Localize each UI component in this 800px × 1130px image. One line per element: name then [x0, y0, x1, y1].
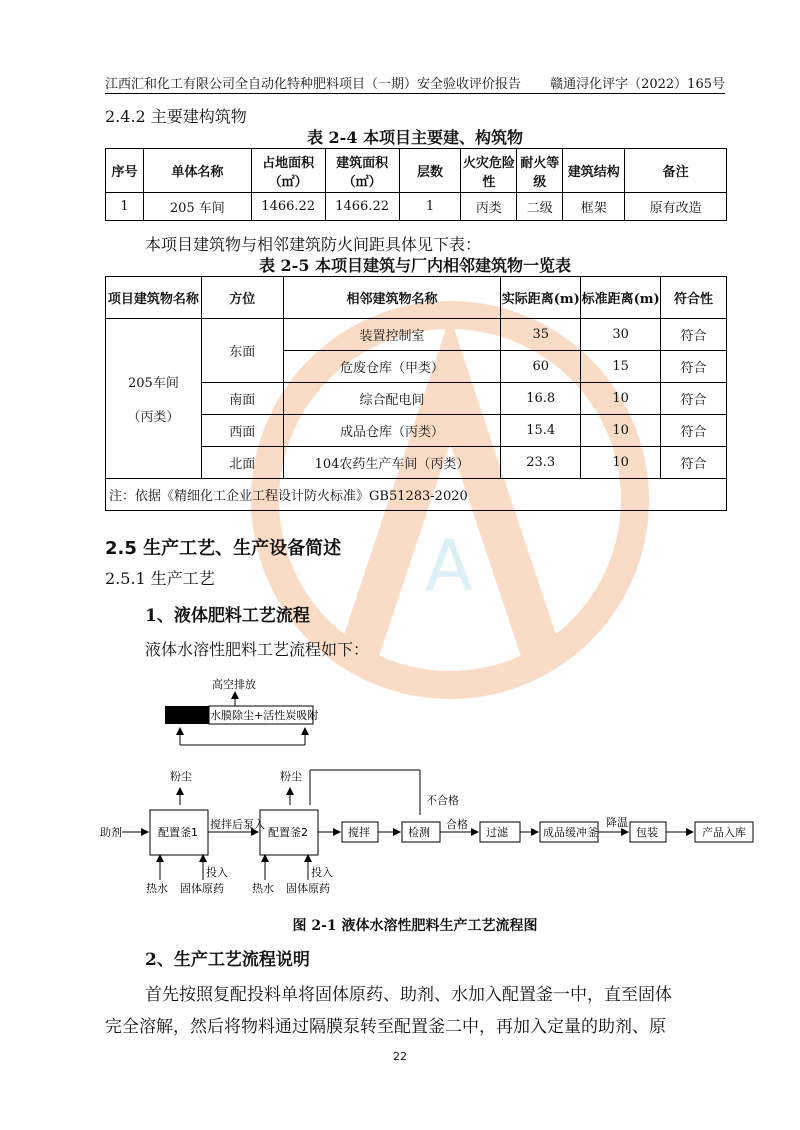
th-land: 占地面积（㎡） — [251, 149, 325, 193]
section-2-4-2-heading: 2.4.2 主要建构筑物 — [105, 107, 247, 126]
table-2-4 — [105, 148, 727, 221]
label-feed1a: 投入 — [206, 866, 228, 879]
label-feed2a: 投入 — [311, 866, 333, 879]
cell: 西面 — [201, 415, 283, 447]
table-row — [106, 193, 727, 221]
cell: 1 — [399, 193, 461, 221]
page-number: 22 — [393, 1050, 407, 1063]
label-store: 产品入库 — [702, 826, 746, 839]
sub-heading-2: 2、生产工艺流程说明 — [145, 950, 310, 970]
table-2-4-caption: 表 2-4 本项目主要建、构筑物 — [306, 128, 524, 147]
th-note: 备注 — [625, 149, 727, 193]
table-2-5-caption: 表 2-5 本项目建筑与厂内相邻建筑物一览表 — [258, 256, 572, 275]
table-row — [106, 319, 727, 351]
cell: 危废仓库（甲类） — [283, 351, 501, 383]
label-filter: 过滤 — [486, 826, 508, 839]
cell: 符合 — [661, 351, 727, 383]
th-unit: 单体名称 — [143, 149, 251, 193]
page-header — [105, 73, 725, 92]
label-hot2: 热水 — [252, 882, 274, 895]
cell: 二级 — [517, 193, 563, 221]
label-cool: 降温 — [606, 816, 628, 829]
th-seq: 序号 — [106, 149, 144, 193]
figure-caption: 图 2-1 液体水溶性肥料生产工艺流程图 — [292, 918, 538, 934]
th-building: 项目建筑物名称 — [106, 277, 202, 319]
cell: 60 — [501, 351, 581, 383]
cell: 装置控制室 — [283, 319, 501, 351]
table-2-5 — [105, 276, 727, 511]
cell: 10 — [581, 447, 661, 479]
label-tank2: 配置釜2 — [268, 826, 308, 839]
cell: 框架 — [563, 193, 625, 221]
label-dust1: 粉尘 — [170, 770, 192, 783]
th-standard: 标准距离(m) — [581, 277, 661, 319]
header-left: 江西汇和化工有限公司全自动化特种肥料项目（一期）安全验收评价报告 — [105, 77, 522, 92]
cell: 原有改造 — [625, 193, 727, 221]
cell: 15.4 — [501, 415, 581, 447]
th-direction: 方位 — [201, 277, 283, 319]
cell: 1 — [106, 193, 144, 221]
cell: 16.8 — [501, 383, 581, 415]
label-pack: 包装 — [636, 826, 658, 839]
treatment-black-block — [165, 706, 209, 724]
label-dust2: 粉尘 — [280, 770, 302, 783]
cell: 符合 — [661, 319, 727, 351]
cell: 符合 — [661, 447, 727, 479]
cell: 综合配电间 — [283, 383, 501, 415]
cell: 成品仓库（丙类） — [283, 415, 501, 447]
cell: 10 — [581, 383, 661, 415]
flow-paragraph: 液体水溶性肥料工艺流程如下： — [145, 640, 370, 659]
cell: 104农药生产车间（丙类） — [283, 447, 501, 479]
svg-text:A: A — [425, 525, 473, 607]
cell: 30 — [581, 319, 661, 351]
sub-heading-1: 1、液体肥料工艺流程 — [145, 606, 310, 626]
cell: 35 — [501, 319, 581, 351]
table-2-4-header-row — [106, 149, 727, 193]
label-input-agent: 助剂 — [100, 826, 122, 839]
cell: 丙类 — [461, 193, 517, 221]
final-paragraph-line1: 首先按照复配投料单将固体原药、助剂、水加入配置釜一中，直至固体 — [145, 985, 672, 1005]
th-floor: 层数 — [399, 149, 461, 193]
label-exhaust: 高空排放 — [212, 678, 256, 691]
label-feed2b: 固体原药 — [286, 882, 330, 895]
label-fail: 不合格 — [426, 794, 459, 807]
cell: 1466.22 — [251, 193, 325, 221]
label-detect: 检测 — [408, 826, 430, 839]
distance-paragraph: 本项目建筑物与相邻建筑防火间距具体见下表： — [145, 235, 482, 254]
label-hot1: 热水 — [146, 882, 168, 895]
cell: 北面 — [201, 447, 283, 479]
section-2-5-heading: 2.5 生产工艺、生产设备简述 — [105, 538, 342, 559]
th-fire: 火灾危险性 — [461, 149, 517, 193]
th-compliance: 符合性 — [661, 277, 727, 319]
header-right: 赣通浔化评字（2022）165号 — [550, 77, 725, 92]
table-note: 注：依据《精细化工企业工程设计防火标准》GB51283-2020 — [106, 479, 727, 511]
cell: 1466.22 — [325, 193, 399, 221]
th-actual: 实际距离(m) — [501, 277, 581, 319]
section-2-5-1-heading: 2.5.1 生产工艺 — [105, 569, 215, 588]
process-flow-diagram — [100, 670, 760, 900]
label-stir-pump: 搅拌后泵入 — [210, 818, 265, 831]
th-neighbor: 相邻建筑物名称 — [283, 277, 501, 319]
cell: 15 — [581, 351, 661, 383]
building-class: （丙类） — [127, 410, 180, 425]
cell: 10 — [581, 415, 661, 447]
th-grade: 耐火等级 — [517, 149, 563, 193]
building-cell — [106, 319, 202, 479]
cell: 南面 — [201, 383, 283, 415]
cell: 符合 — [661, 383, 727, 415]
cell: 23.3 — [501, 447, 581, 479]
cell: 205 车间 — [143, 193, 251, 221]
header-divider — [105, 93, 725, 94]
th-struct: 建筑结构 — [563, 149, 625, 193]
cell: 东面 — [201, 319, 283, 383]
label-treat: 水膜除尘+活性炭吸附 — [210, 709, 319, 722]
cell: 符合 — [661, 415, 727, 447]
label-stir: 搅拌 — [348, 826, 370, 839]
table-2-5-header-row — [106, 277, 727, 319]
label-feed1b: 固体原药 — [180, 882, 224, 895]
final-paragraph-line2: 完全溶解，然后将物料通过隔膜泵转至配置釜二中，再加入定量的助剂、原 — [105, 1017, 666, 1037]
table-note-row — [106, 479, 727, 511]
label-pass: 合格 — [446, 818, 468, 831]
building-name: 205车间 — [128, 376, 179, 391]
label-tank1: 配置釜1 — [158, 826, 198, 839]
label-buffer: 成品缓冲釜 — [543, 826, 598, 839]
th-build: 建筑面积（㎡） — [325, 149, 399, 193]
